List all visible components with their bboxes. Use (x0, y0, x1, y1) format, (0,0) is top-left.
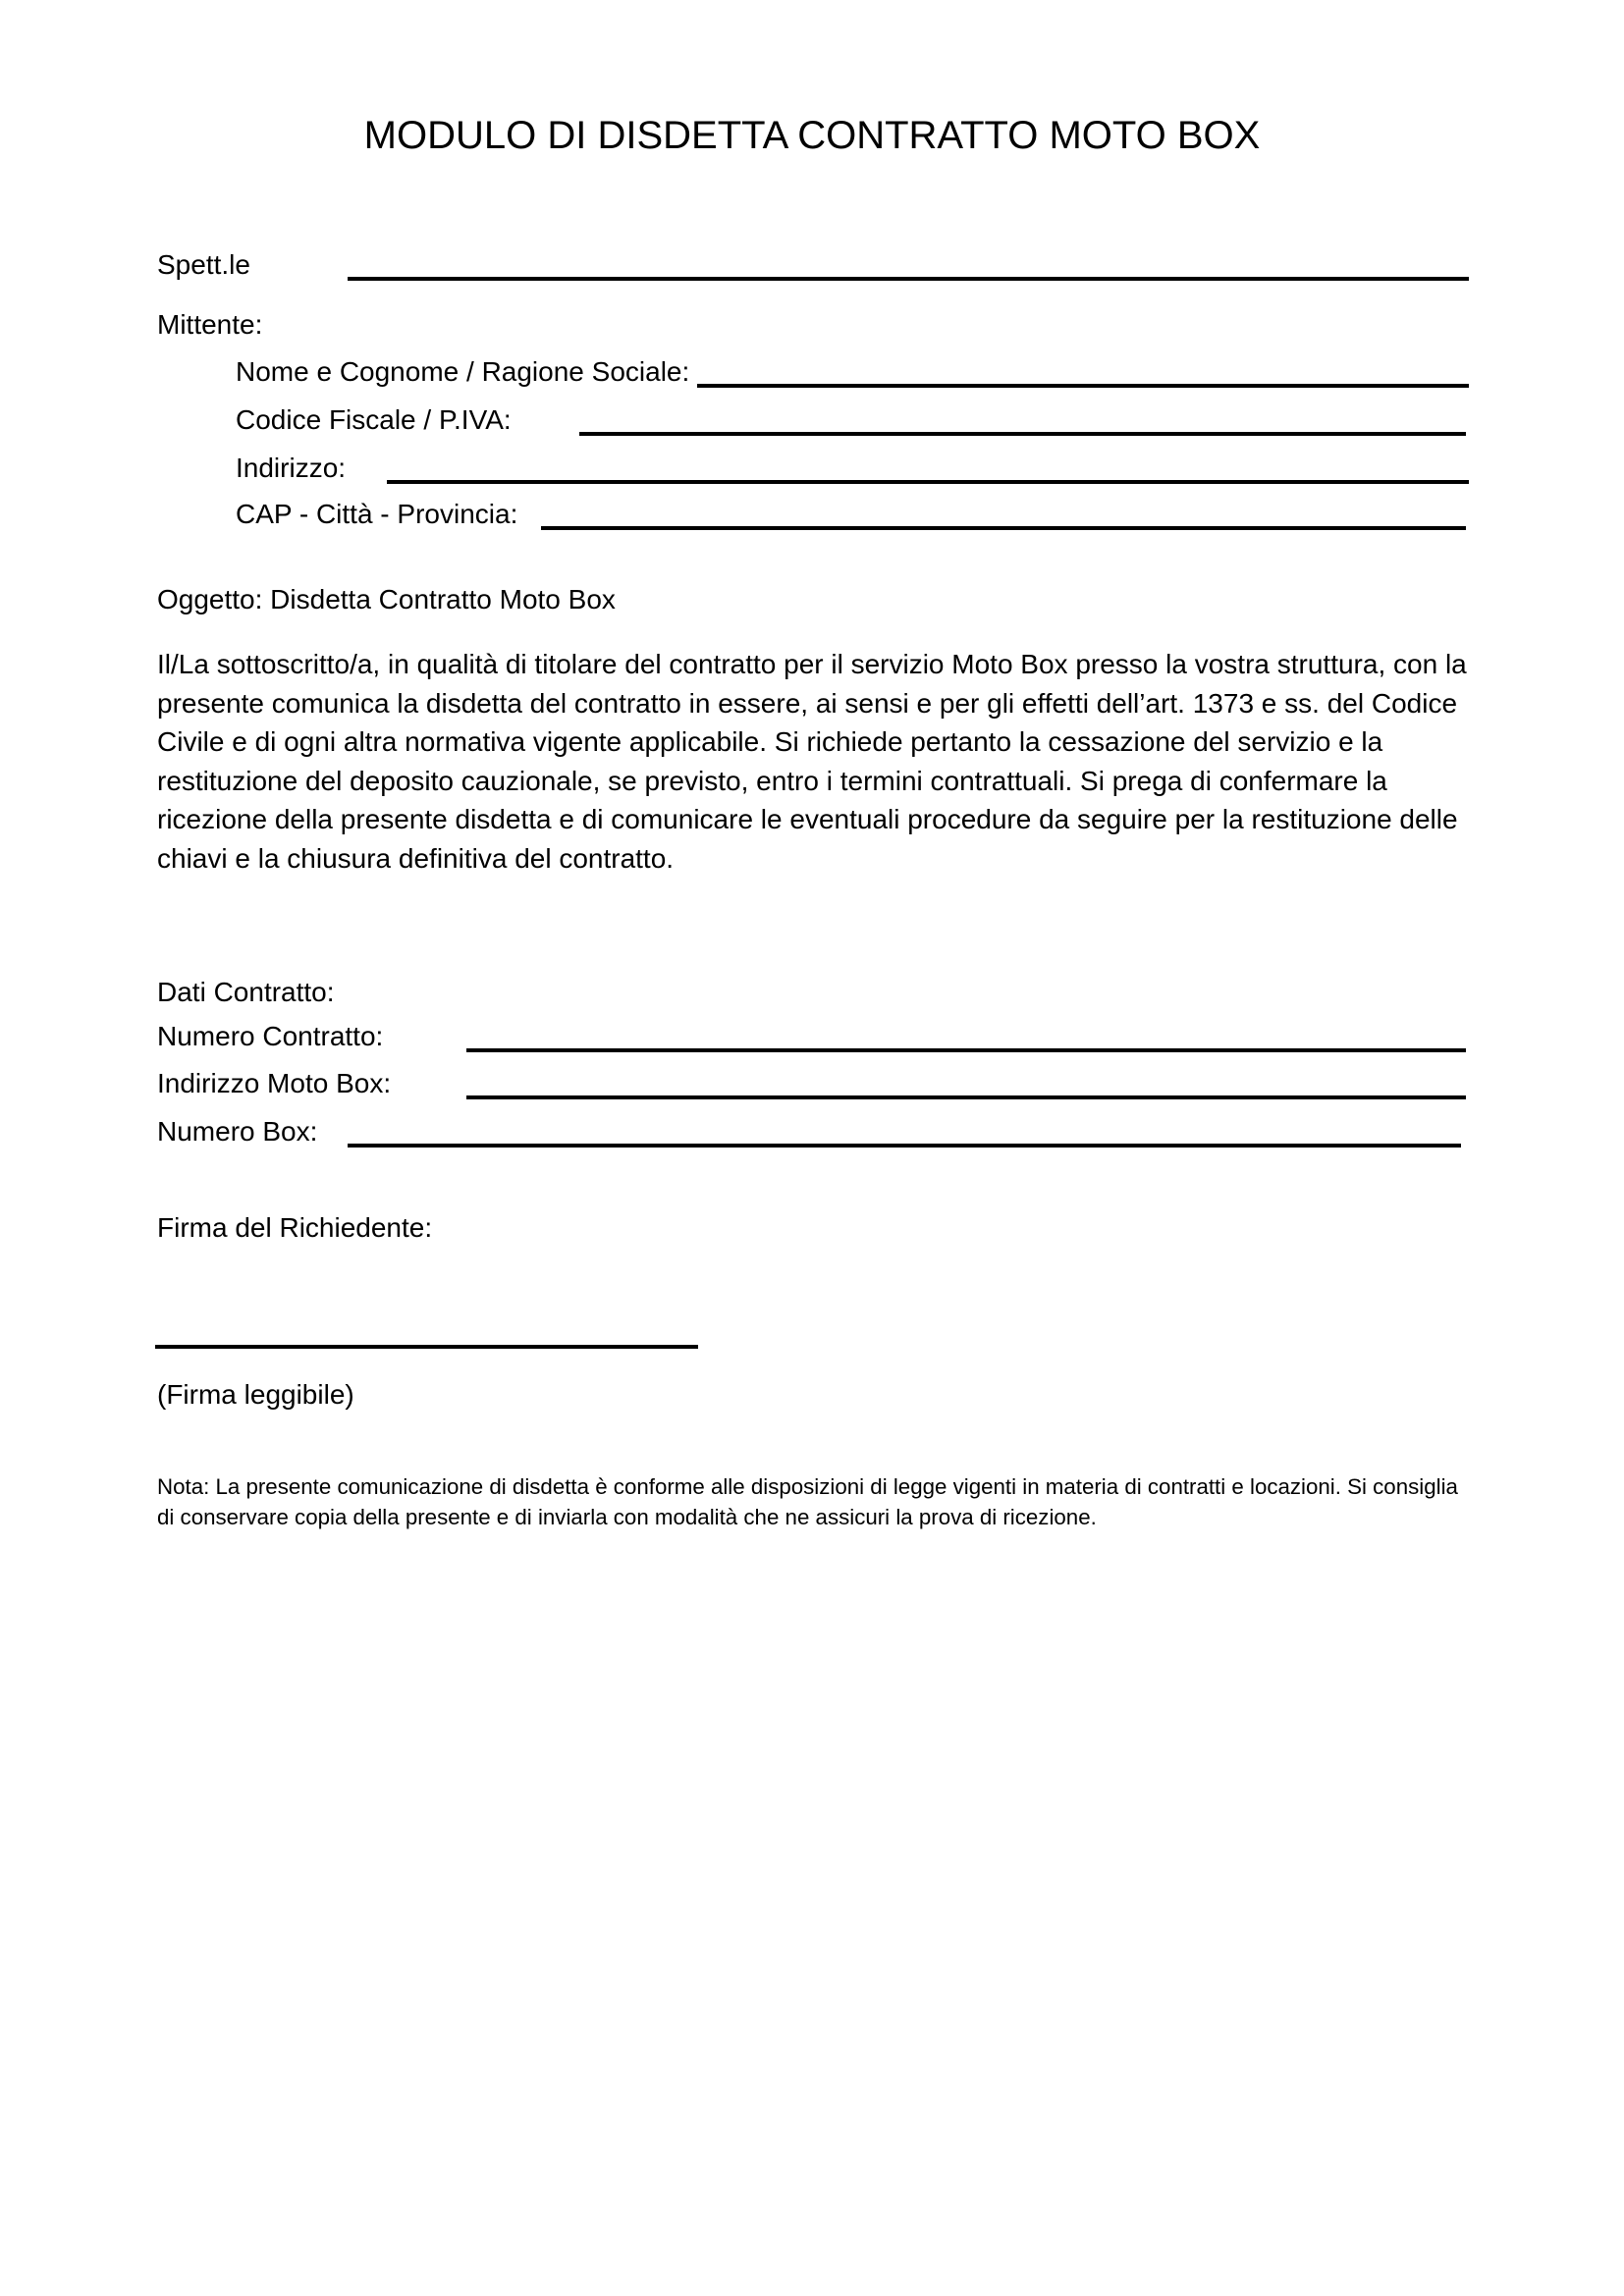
document-title: MODULO DI DISDETTA CONTRATTO MOTO BOX (363, 114, 1261, 157)
cap-city-province-label: CAP - Città - Provincia: (236, 499, 518, 529)
fiscal-code-label: Codice Fiscale / P.IVA: (236, 404, 512, 435)
sender-name-label: Nome e Cognome / Ragione Sociale: (236, 356, 690, 387)
recipient-label: Spett.le (157, 249, 250, 280)
cap-city-province-input-line[interactable] (541, 526, 1466, 530)
address-label: Indirizzo: (236, 453, 347, 483)
sender-name-input-line[interactable] (697, 384, 1469, 388)
signature-line[interactable] (155, 1345, 698, 1349)
fiscal-code-input-line[interactable] (579, 432, 1466, 436)
box-number-label: Numero Box: (157, 1116, 318, 1147)
contract-number-input-line[interactable] (466, 1048, 1466, 1052)
motobox-address-input-line[interactable] (466, 1095, 1466, 1099)
signature-caption: (Firma leggibile) (157, 1379, 354, 1410)
motobox-address-label: Indirizzo Moto Box: (157, 1068, 392, 1098)
signature-heading: Firma del Richiedente: (157, 1212, 433, 1243)
contract-data-heading: Dati Contratto: (157, 977, 335, 1007)
box-number-input-line[interactable] (348, 1144, 1461, 1148)
subject-line: Oggetto: Disdetta Contratto Moto Box (157, 584, 616, 614)
sender-heading: Mittente: (157, 309, 263, 340)
address-input-line[interactable] (387, 480, 1469, 484)
legal-note: Nota: La presente comunicazione di disdetta è conforme alle disposizioni di legge vigenti in materia di contratti e locazioni. Si consiglia di conservare copia della presente e di inviarla con modalità che ne assicuri la prova di ricezione. (157, 1474, 1458, 1529)
body-paragraph: Il/La sottoscritto/a, in qualità di titolare del contratto per il servizio Moto Box presso la vostra struttura, con la presente comunica la disdetta del contratto in essere, ai sensi e per gli effetti dell’art. 1373 e ss. del Codice Civile e di ogni altra normativa vigente applicabile. Si richiede pertanto la cessazione del servizio e la restituzione del deposito cauzionale, se previsto, entro i termini contrattuali. Si prega di confermare la ricezione della presente disdetta e di comunicare le eventuali procedure da seguire per la restituzione delle chiavi e la chiusura definitiva del contratto. (157, 649, 1467, 874)
recipient-input-line[interactable] (348, 277, 1469, 281)
contract-number-label: Numero Contratto: (157, 1021, 384, 1051)
